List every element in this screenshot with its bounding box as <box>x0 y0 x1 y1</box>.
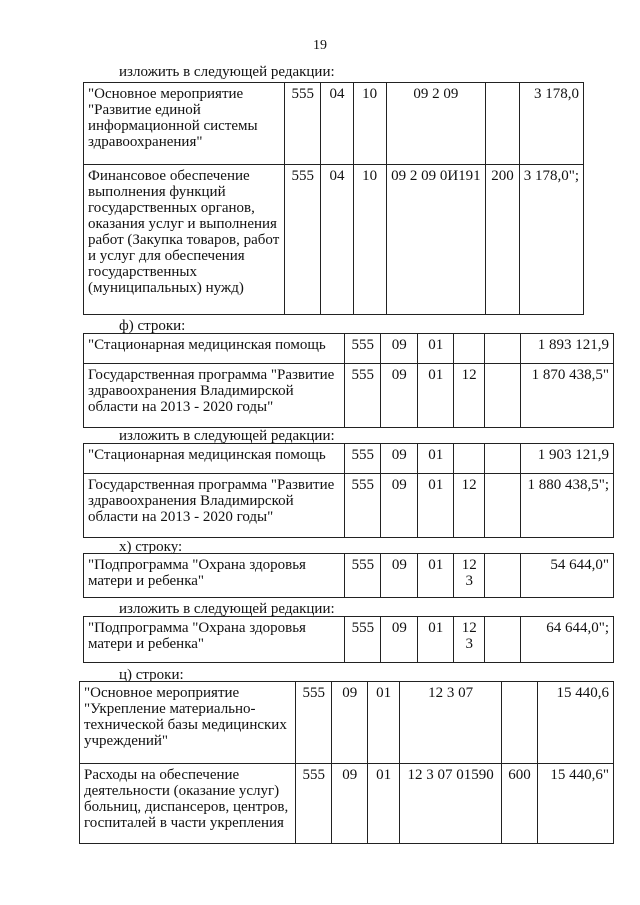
cell-type: 600 <box>502 764 538 844</box>
row-name: "Основное мероприятие "Укрепление материально-технической базы медицинских учреждений" <box>80 682 296 764</box>
cell-type <box>485 474 521 538</box>
table-row <box>80 764 614 844</box>
row-name: Расходы на обеспечение деятельности (оказание услуг) больниц, диспансеров, центров, госпиталей в части укрепления <box>80 764 296 844</box>
cell-amount: 3 178,0"; <box>519 165 583 315</box>
cell-subsection: 10 <box>353 83 386 165</box>
cell-ministry: 555 <box>285 83 321 165</box>
cell-subsection: 10 <box>353 165 386 315</box>
budget-table <box>83 333 614 428</box>
cell-subsection: 01 <box>418 554 454 598</box>
row-name: Государственная программа "Развитие здравоохранения Владимирской области на 2013 - 2020 годы" <box>84 474 345 538</box>
row-name: "Стационарная медицинская помощь <box>84 444 345 474</box>
cell-ministry: 555 <box>296 764 332 844</box>
cell-target: 12 3 07 01590 <box>400 764 502 844</box>
cell-amount: 15 440,6 <box>538 682 614 764</box>
page-number: 19 <box>313 38 327 53</box>
cell-subsection: 01 <box>368 682 400 764</box>
cell-subsection: 01 <box>418 444 454 474</box>
budget-table <box>79 681 614 844</box>
row-name: "Подпрограмма "Охрана здоровья матери и ребенка" <box>84 617 345 663</box>
cell-subsection: 01 <box>368 764 400 844</box>
cell-type: 200 <box>486 165 519 315</box>
cell-subsection: 01 <box>418 334 454 364</box>
row-name: "Подпрограмма "Охрана здоровья матери и ребенка" <box>84 554 345 598</box>
table-row <box>80 682 614 764</box>
cell-ministry: 555 <box>345 474 381 538</box>
section-intro: ф) строки: <box>119 318 186 334</box>
table-row <box>84 554 614 598</box>
cell-amount: 1 880 438,5"; <box>520 474 613 538</box>
cell-section: 09 <box>381 444 418 474</box>
cell-target: 12 <box>454 474 485 538</box>
cell-section: 09 <box>381 617 418 663</box>
table-row <box>84 617 614 663</box>
cell-ministry: 555 <box>285 165 321 315</box>
cell-section: 09 <box>332 682 368 764</box>
budget-table <box>83 443 614 538</box>
cell-target: 09 2 09 <box>386 83 486 165</box>
cell-subsection: 01 <box>418 364 454 428</box>
cell-section: 04 <box>321 83 354 165</box>
table-row <box>84 334 614 364</box>
cell-type <box>485 364 521 428</box>
cell-ministry: 555 <box>296 682 332 764</box>
table-row <box>84 474 614 538</box>
budget-table <box>83 82 584 315</box>
cell-amount: 64 644,0"; <box>521 617 614 663</box>
row-name: Государственная программа "Развитие здравоохранения Владимирской области на 2013 - 2020 годы" <box>84 364 345 428</box>
cell-ministry: 555 <box>345 554 381 598</box>
cell-subsection: 01 <box>418 474 454 538</box>
budget-table <box>83 553 614 598</box>
cell-target: 12 <box>454 364 485 428</box>
cell-amount: 3 178,0 <box>519 83 583 165</box>
row-name: "Основное мероприятие "Развитие единой информационной системы здравоохранения" <box>84 83 285 165</box>
cell-type <box>486 83 519 165</box>
cell-amount: 1 870 438,5" <box>520 364 613 428</box>
section-intro: ц) строки: <box>119 667 184 683</box>
section-intro: изложить в следующей редакции: <box>119 428 335 444</box>
cell-target: 12 3 <box>454 617 485 663</box>
cell-type <box>485 334 521 364</box>
cell-amount: 15 440,6" <box>538 764 614 844</box>
table-row <box>84 364 614 428</box>
cell-amount: 54 644,0" <box>521 554 614 598</box>
cell-amount: 1 903 121,9 <box>520 444 613 474</box>
cell-section: 09 <box>381 554 418 598</box>
cell-subsection: 01 <box>418 617 454 663</box>
table-row <box>84 444 614 474</box>
cell-section: 09 <box>381 364 418 428</box>
cell-ministry: 555 <box>345 617 381 663</box>
cell-target: 12 3 07 <box>400 682 502 764</box>
cell-target: 09 2 09 0И191 <box>386 165 486 315</box>
section-intro: изложить в следующей редакции: <box>119 64 335 80</box>
cell-type <box>485 444 521 474</box>
cell-section: 04 <box>321 165 354 315</box>
cell-type <box>502 682 538 764</box>
cell-section: 09 <box>381 474 418 538</box>
cell-ministry: 555 <box>345 364 381 428</box>
table-row <box>84 83 584 165</box>
cell-type <box>485 617 521 663</box>
cell-target: 12 3 <box>454 554 485 598</box>
cell-target <box>454 334 485 364</box>
cell-ministry: 555 <box>345 334 381 364</box>
row-name: Финансовое обеспечение выполнения функций государственных органов, оказания услуг и выполнения работ (Закупка товаров, работ и услуг для обеспечения государственных (муниципальных) нужд) <box>84 165 285 315</box>
cell-amount: 1 893 121,9 <box>520 334 613 364</box>
section-intro: х) строку: <box>119 539 183 555</box>
cell-type <box>485 554 521 598</box>
cell-section: 09 <box>381 334 418 364</box>
section-intro: изложить в следующей редакции: <box>119 601 335 617</box>
table-row <box>84 165 584 315</box>
cell-target <box>454 444 485 474</box>
budget-table <box>83 616 614 663</box>
cell-ministry: 555 <box>345 444 381 474</box>
row-name: "Стационарная медицинская помощь <box>84 334 345 364</box>
cell-section: 09 <box>332 764 368 844</box>
